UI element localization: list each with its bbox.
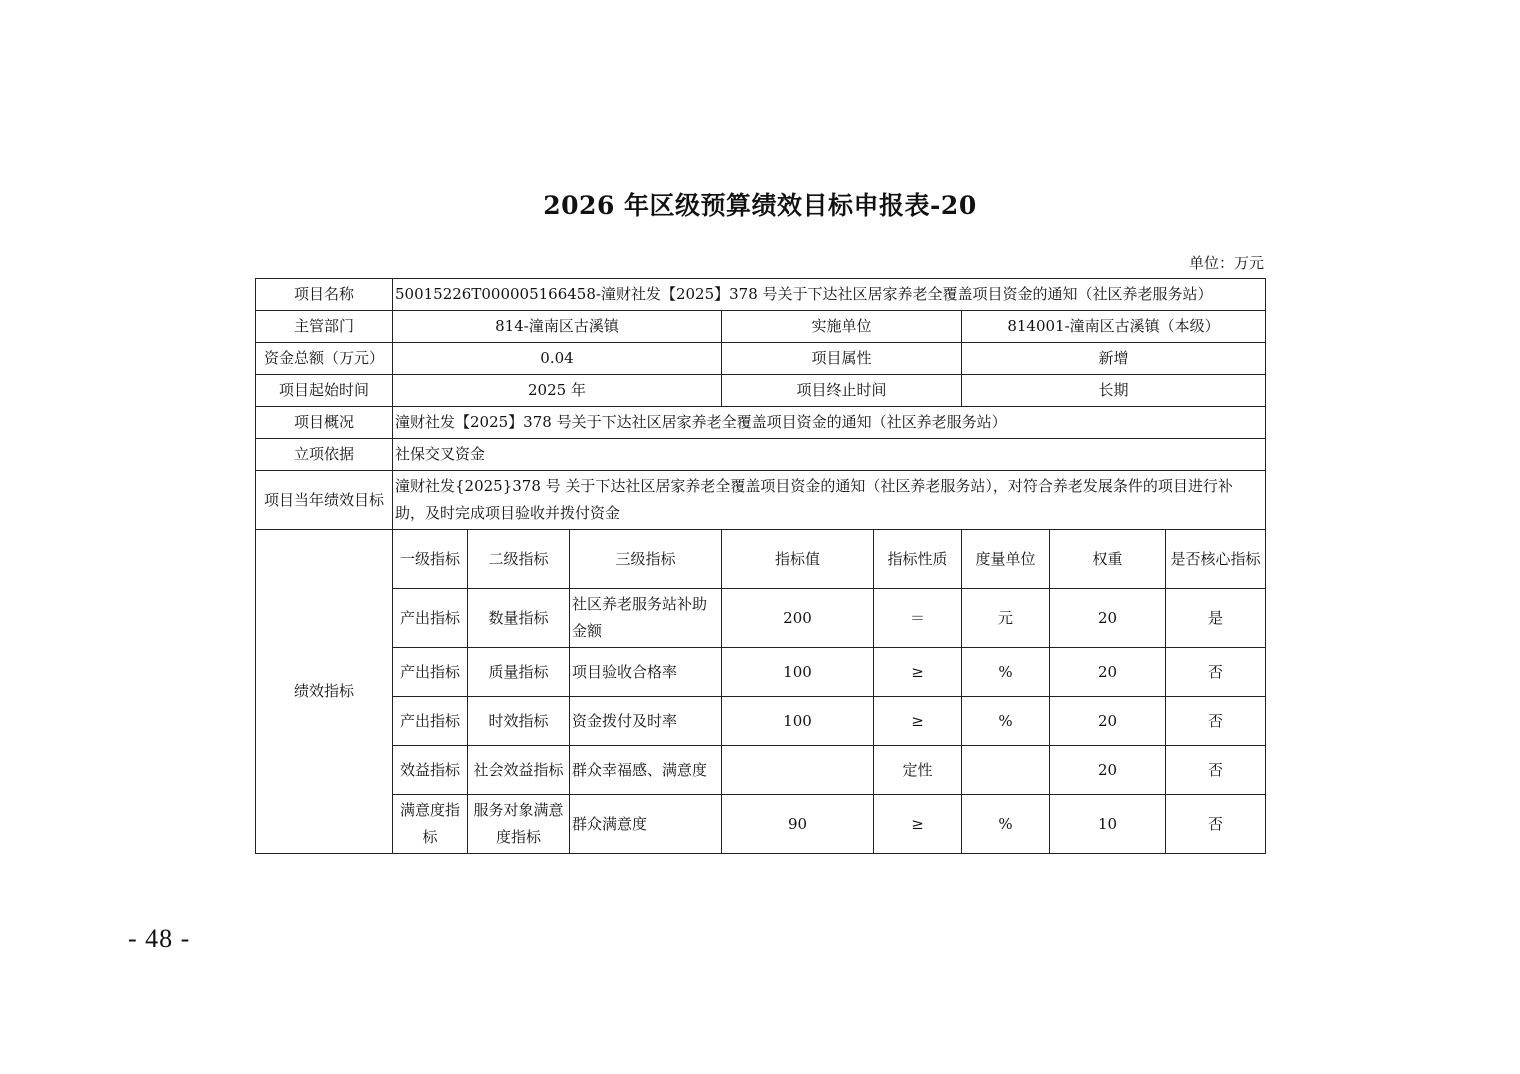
header-value: 指标值 <box>722 530 874 589</box>
level3-cell: 社区养老服务站补助金额 <box>570 589 722 648</box>
level2-cell: 社会效益指标 <box>468 746 570 795</box>
project-attribute-label: 项目属性 <box>722 343 962 375</box>
level3-cell: 资金拨付及时率 <box>570 697 722 746</box>
value-cell <box>722 746 874 795</box>
annual-goal-value: 潼财社发{2025}378 号 关于下达社区居家养老全覆盖项目资金的通知（社区养老服务站），对符合养老发展条件的项目进行补助，及时完成项目验收并拨付资金 <box>393 471 1266 530</box>
unit-cell: % <box>962 697 1050 746</box>
indicator-header-row <box>256 530 1266 589</box>
start-time-value: 2025 年 <box>393 375 722 407</box>
row-amount <box>256 343 1266 375</box>
project-name-label: 项目名称 <box>256 279 393 311</box>
level3-cell: 群众满意度 <box>570 795 722 854</box>
level1-cell: 产出指标 <box>393 589 468 648</box>
end-time-value: 长期 <box>962 375 1266 407</box>
level3-cell: 项目验收合格率 <box>570 648 722 697</box>
indicator-section-label: 绩效指标 <box>256 530 393 854</box>
nature-cell: ≥ <box>874 697 962 746</box>
project-name-value: 50015226T000005166458-潼财社发【2025】378 号关于下达社区居家养老全覆盖项目资金的通知（社区养老服务站） <box>393 279 1266 311</box>
unit-cell: % <box>962 795 1050 854</box>
header-level3: 三级指标 <box>570 530 722 589</box>
unit-label: 单位：万元 <box>1188 254 1264 272</box>
header-weight: 权重 <box>1050 530 1166 589</box>
unit-cell <box>962 746 1050 795</box>
value-cell: 100 <box>722 697 874 746</box>
table-row <box>256 746 1266 795</box>
core-cell: 是 <box>1166 589 1266 648</box>
overview-label: 项目概况 <box>256 407 393 439</box>
basis-label: 立项依据 <box>256 439 393 471</box>
project-attribute-value: 新增 <box>962 343 1266 375</box>
weight-cell: 10 <box>1050 795 1166 854</box>
nature-cell: ＝ <box>874 589 962 648</box>
level1-cell: 效益指标 <box>393 746 468 795</box>
row-overview <box>256 407 1266 439</box>
implementing-unit-label: 实施单位 <box>722 311 962 343</box>
row-annual-goal <box>256 471 1266 530</box>
weight-cell: 20 <box>1050 648 1166 697</box>
level1-cell: 满意度指标 <box>393 795 468 854</box>
document-title: 2026 年区级预算绩效目标申报表-20 <box>543 191 977 220</box>
page-number: - 48 - <box>128 924 191 953</box>
core-cell: 否 <box>1166 746 1266 795</box>
table-row <box>256 589 1266 648</box>
row-department <box>256 311 1266 343</box>
level2-cell: 数量指标 <box>468 589 570 648</box>
core-cell: 否 <box>1166 697 1266 746</box>
core-cell: 否 <box>1166 648 1266 697</box>
header-nature: 指标性质 <box>874 530 962 589</box>
level2-cell: 服务对象满意度指标 <box>468 795 570 854</box>
table-row <box>256 697 1266 746</box>
department-value: 814-潼南区古溪镇 <box>393 311 722 343</box>
weight-cell: 20 <box>1050 589 1166 648</box>
value-cell: 100 <box>722 648 874 697</box>
nature-cell: 定性 <box>874 746 962 795</box>
department-label: 主管部门 <box>256 311 393 343</box>
nature-cell: ≥ <box>874 795 962 854</box>
end-time-label: 项目终止时间 <box>722 375 962 407</box>
row-period <box>256 375 1266 407</box>
header-level1: 一级指标 <box>393 530 468 589</box>
header-level2: 二级指标 <box>468 530 570 589</box>
unit-cell: % <box>962 648 1050 697</box>
implementing-unit-value: 814001-潼南区古溪镇（本级） <box>962 311 1266 343</box>
table-row <box>256 795 1266 854</box>
level1-cell: 产出指标 <box>393 648 468 697</box>
level3-cell: 群众幸福感、满意度 <box>570 746 722 795</box>
total-amount-label: 资金总额（万元） <box>256 343 393 375</box>
row-project-name <box>256 279 1266 311</box>
overview-value: 潼财社发【2025】378 号关于下达社区居家养老全覆盖项目资金的通知（社区养老服务站） <box>393 407 1266 439</box>
annual-goal-label: 项目当年绩效目标 <box>256 471 393 530</box>
nature-cell: ≥ <box>874 648 962 697</box>
header-unit: 度量单位 <box>962 530 1050 589</box>
performance-target-form <box>255 278 1266 854</box>
header-core: 是否核心指标 <box>1166 530 1266 589</box>
value-cell: 90 <box>722 795 874 854</box>
level1-cell: 产出指标 <box>393 697 468 746</box>
start-time-label: 项目起始时间 <box>256 375 393 407</box>
basis-value: 社保交叉资金 <box>393 439 1266 471</box>
value-cell: 200 <box>722 589 874 648</box>
row-basis <box>256 439 1266 471</box>
total-amount-value: 0.04 <box>393 343 722 375</box>
table-row <box>256 648 1266 697</box>
level2-cell: 时效指标 <box>468 697 570 746</box>
weight-cell: 20 <box>1050 697 1166 746</box>
level2-cell: 质量指标 <box>468 648 570 697</box>
weight-cell: 20 <box>1050 746 1166 795</box>
unit-cell: 元 <box>962 589 1050 648</box>
core-cell: 否 <box>1166 795 1266 854</box>
